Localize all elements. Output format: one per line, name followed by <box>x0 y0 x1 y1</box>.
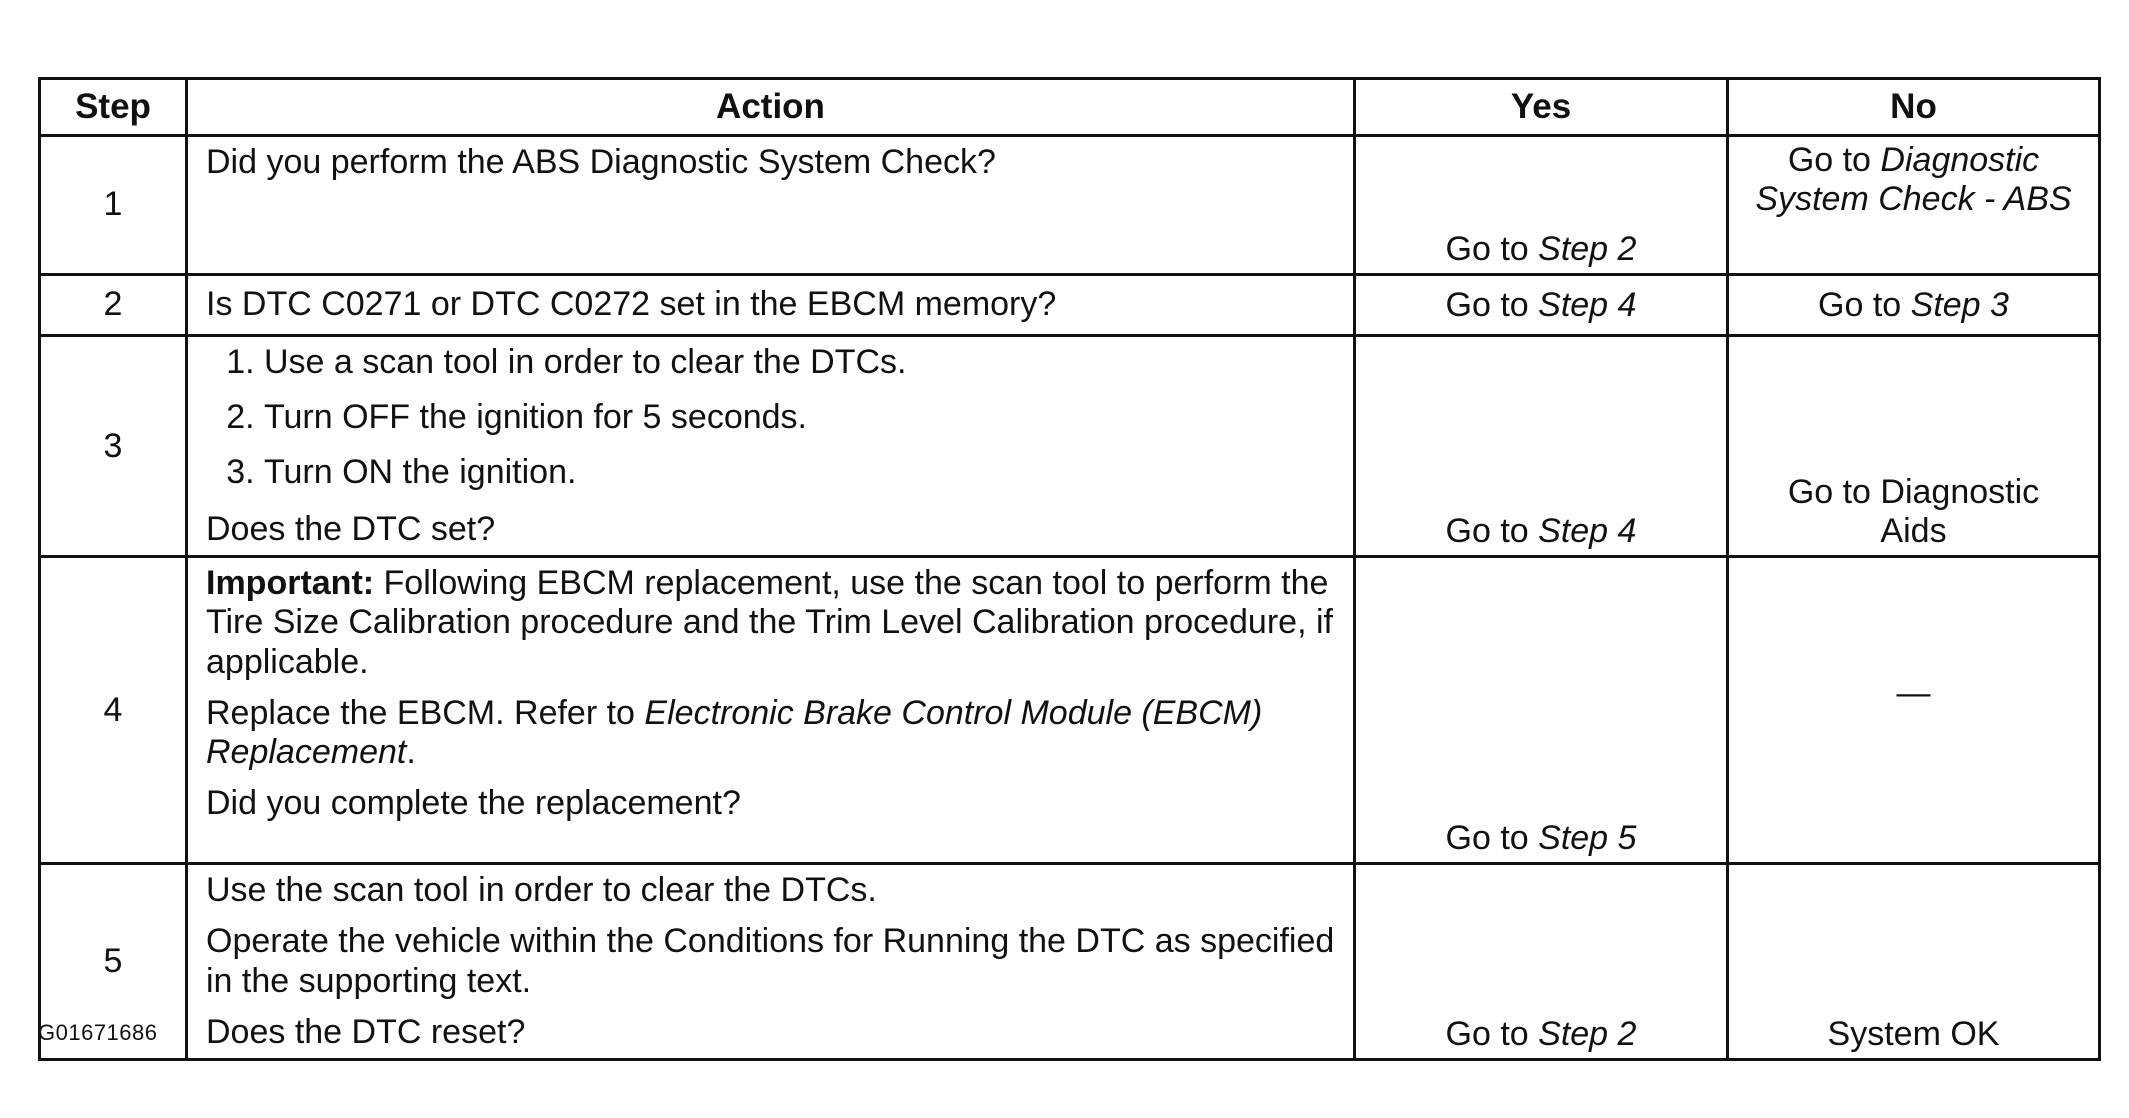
yes-link[interactable]: Step 5 <box>1538 819 1637 858</box>
important-text: Following EBCM replacement, use the scan tool to perform the Tire Size Calibration procedure and the Trim Level Calibration procedure, if applicable. <box>206 564 1333 681</box>
figure-id: G01671686 <box>38 1020 158 1045</box>
replace-suffix: . <box>406 732 416 771</box>
step-number: 1 <box>40 136 187 275</box>
no-text: — <box>1896 673 1931 712</box>
table-row <box>40 136 2100 275</box>
replace-instruction <box>206 694 1335 772</box>
list-item: 1. Use a scan tool in order to clear the DTCs. <box>264 343 1335 382</box>
header-no: No <box>1728 79 2100 136</box>
action-question: Did you complete the replacement? <box>206 783 741 822</box>
yes-prefix: Go to <box>1445 229 1539 268</box>
header-action: Action <box>187 79 1355 136</box>
table-row <box>40 275 2100 336</box>
action-line: Use the scan tool in order to clear the DTCs. <box>206 871 877 910</box>
yes-prefix: Go to <box>1445 286 1539 325</box>
no-prefix: Go to <box>1787 141 1881 179</box>
no-cell <box>1728 864 2100 1059</box>
no-cell <box>1728 557 2100 864</box>
yes-link[interactable]: Step 4 <box>1538 512 1637 551</box>
action-text: Is DTC C0271 or DTC C0272 set in the EBCM memory? <box>206 285 1057 324</box>
yes-link[interactable]: Step 4 <box>1538 286 1637 325</box>
table-header-row <box>40 79 2100 136</box>
no-text[interactable]: Go to Diagnostic Aids <box>1787 473 2040 551</box>
table-row <box>40 557 2100 864</box>
action-cell <box>187 136 1355 275</box>
action-cell <box>187 275 1355 336</box>
yes-link[interactable]: Step 2 <box>1538 1014 1637 1053</box>
yes-prefix: Go to <box>1445 1014 1539 1053</box>
replace-prefix: Replace the EBCM. Refer to <box>206 693 645 732</box>
no-link[interactable]: Diagnostic System Check - ABS <box>1755 141 2072 219</box>
no-link[interactable]: Step 3 <box>1910 286 2009 325</box>
header-yes: Yes <box>1355 79 1728 136</box>
yes-cell <box>1355 136 1728 275</box>
no-text: System OK <box>1827 1014 2000 1053</box>
yes-prefix: Go to <box>1445 512 1539 551</box>
diagnostic-table <box>38 77 2101 1061</box>
step-number: 3 <box>40 336 187 557</box>
step-number: 5 <box>40 864 187 1059</box>
yes-prefix: Go to <box>1445 819 1539 858</box>
important-label: Important: <box>206 564 375 603</box>
no-cell <box>1728 336 2100 557</box>
replace-link[interactable]: Electronic Brake Control Module (EBCM) Replacement <box>206 693 1263 771</box>
no-cell <box>1728 275 2100 336</box>
table-row <box>40 336 2100 557</box>
yes-cell <box>1355 336 1728 557</box>
yes-cell <box>1355 557 1728 864</box>
header-step: Step <box>40 79 187 136</box>
numbered-steps <box>206 343 1335 492</box>
action-cell <box>187 336 1355 557</box>
important-note <box>206 564 1335 681</box>
list-item: 3. Turn ON the ignition. <box>264 453 1335 492</box>
action-line: Operate the vehicle within the Conditions for Running the DTC as specified in the supporting text. <box>206 922 1335 1000</box>
yes-link[interactable]: Step 2 <box>1538 229 1637 268</box>
yes-cell <box>1355 864 1728 1059</box>
table-row <box>40 864 2100 1059</box>
step-number: 4 <box>40 557 187 864</box>
action-cell <box>187 557 1355 864</box>
action-cell <box>187 864 1355 1059</box>
action-question: Does the DTC set? <box>206 510 496 549</box>
yes-cell <box>1355 275 1728 336</box>
list-item: 2. Turn OFF the ignition for 5 seconds. <box>264 398 1335 437</box>
no-prefix: Go to <box>1818 286 1911 325</box>
action-text: Did you perform the ABS Diagnostic System Check? <box>206 143 996 181</box>
action-question: Does the DTC reset? <box>206 1012 526 1051</box>
no-cell <box>1728 136 2100 275</box>
step-number: 2 <box>40 275 187 336</box>
